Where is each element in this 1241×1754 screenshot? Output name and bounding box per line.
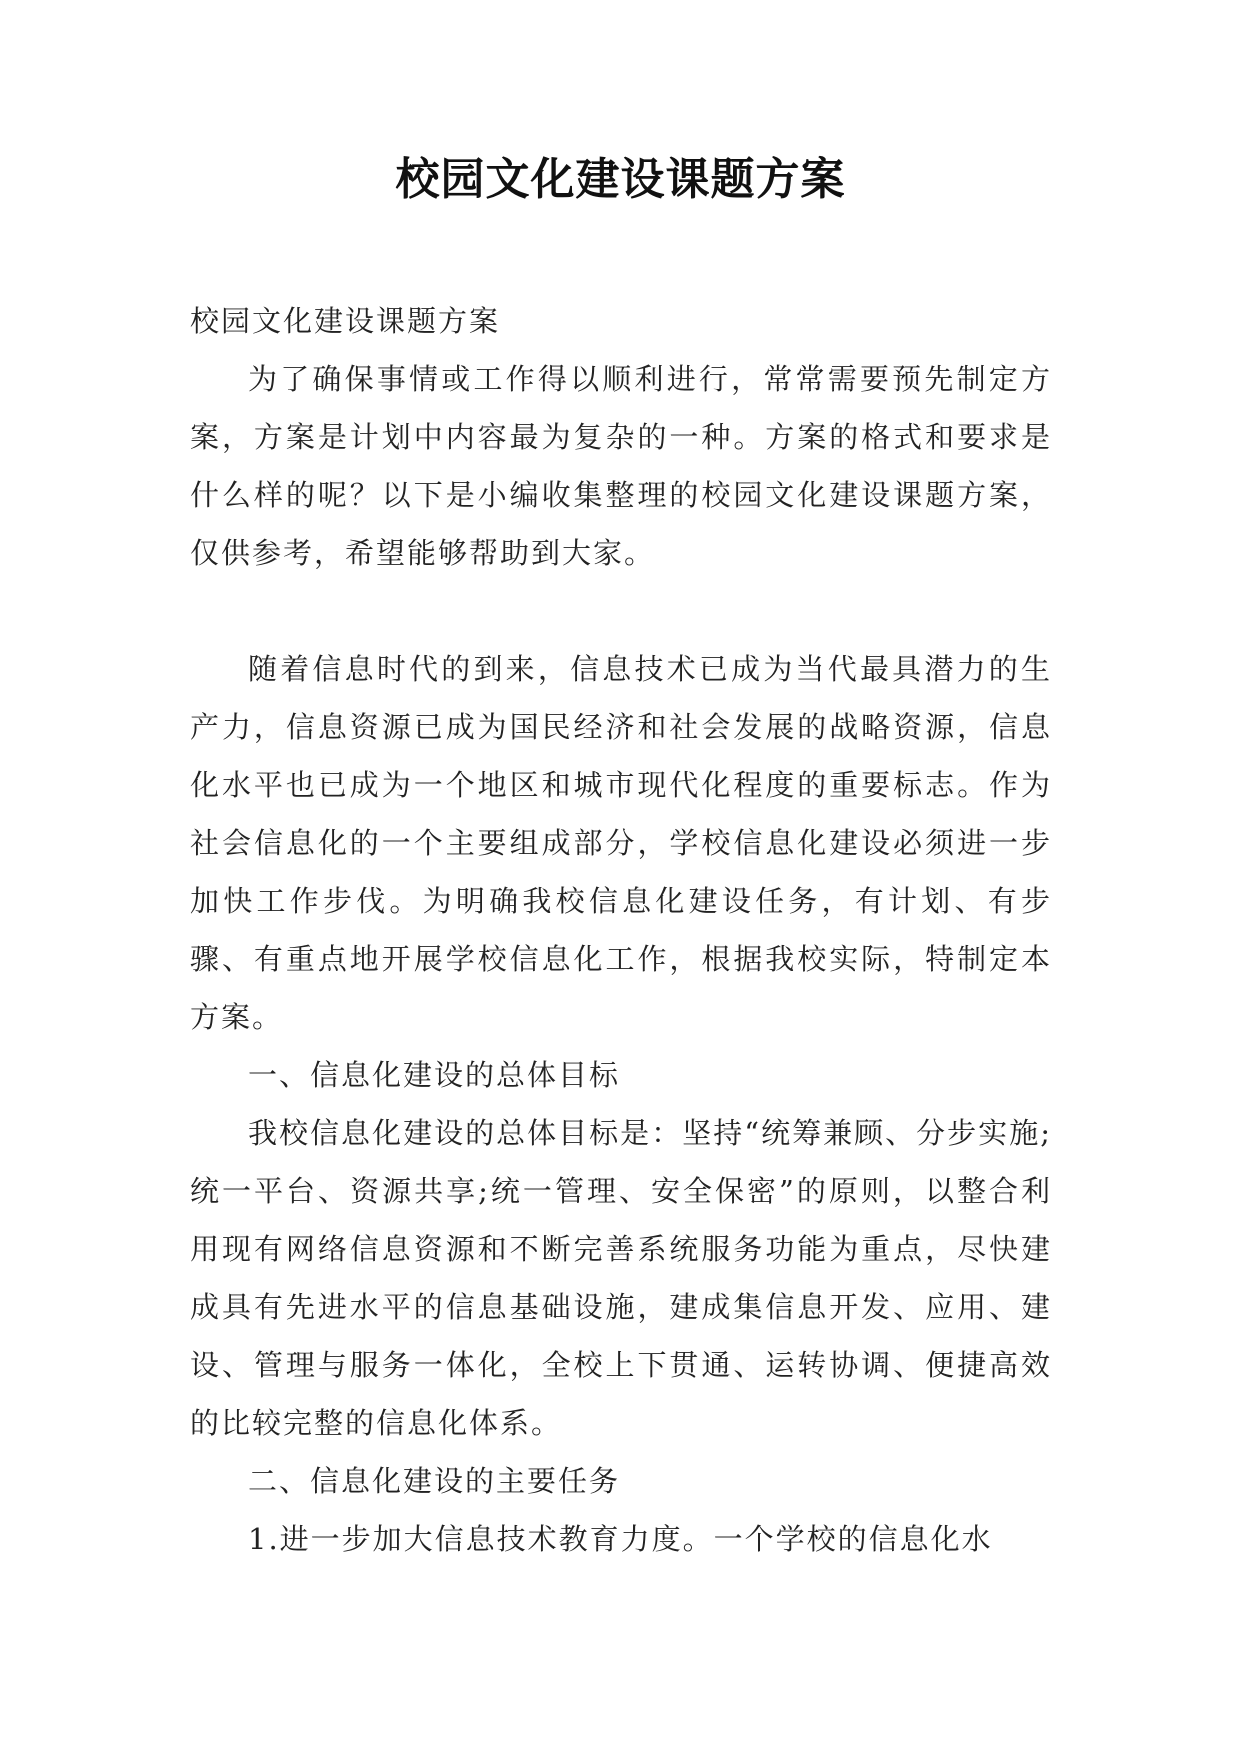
section-heading-tasks: 二、信息化建设的主要任务	[248, 1464, 621, 1498]
background-paragraph: 随着信息时代的到来，信息技术已成为当代最具潜力的生产力，信息资源已成为国民经济和社会发展的战略资源，信息化水平也已成为一个地区和城市现代化程度的重要标志。作为社会信息化的一个主要组成部分，学校信息化建设必须进一步加快工作步伐。为明确我校信息化建设任务，有计划、有步骤、有重点地开展学校信息化工作，根据我校实际，特制定本方案。	[190, 652, 1052, 1034]
intro-paragraph: 为了确保事情或工作得以顺利进行，常常需要预先制定方案，方案是计划中内容最为复杂的一种。方案的格式和要求是什么样的呢？以下是小编收集整理的校园文化建设课题方案，仅供参考，希望能够帮助到大家。	[190, 362, 1052, 570]
task-item-1: 1.进一步加大信息技术教育力度。一个学校的信息化水	[248, 1522, 993, 1556]
paragraph-spacer	[190, 582, 1052, 640]
document-subtitle: 校园文化建设课题方案	[190, 304, 501, 338]
document-title: 校园文化建设课题方案	[395, 154, 846, 205]
section-heading-goals: 一、信息化建设的总体目标	[248, 1058, 621, 1092]
document-body	[190, 292, 1052, 1568]
goals-paragraph: 我校信息化建设的总体目标是：坚持“统筹兼顾、分步实施;统一平台、资源共享;统一管理、安全保密”的原则，以整合利用现有网络信息资源和不断完善系统服务功能为重点，尽快建成具有先进水平的信息基础设施，建成集信息开发、应用、建设、管理与服务一体化，全校上下贯通、运转协调、便捷高效的比较完整的信息化体系。	[190, 1116, 1052, 1440]
